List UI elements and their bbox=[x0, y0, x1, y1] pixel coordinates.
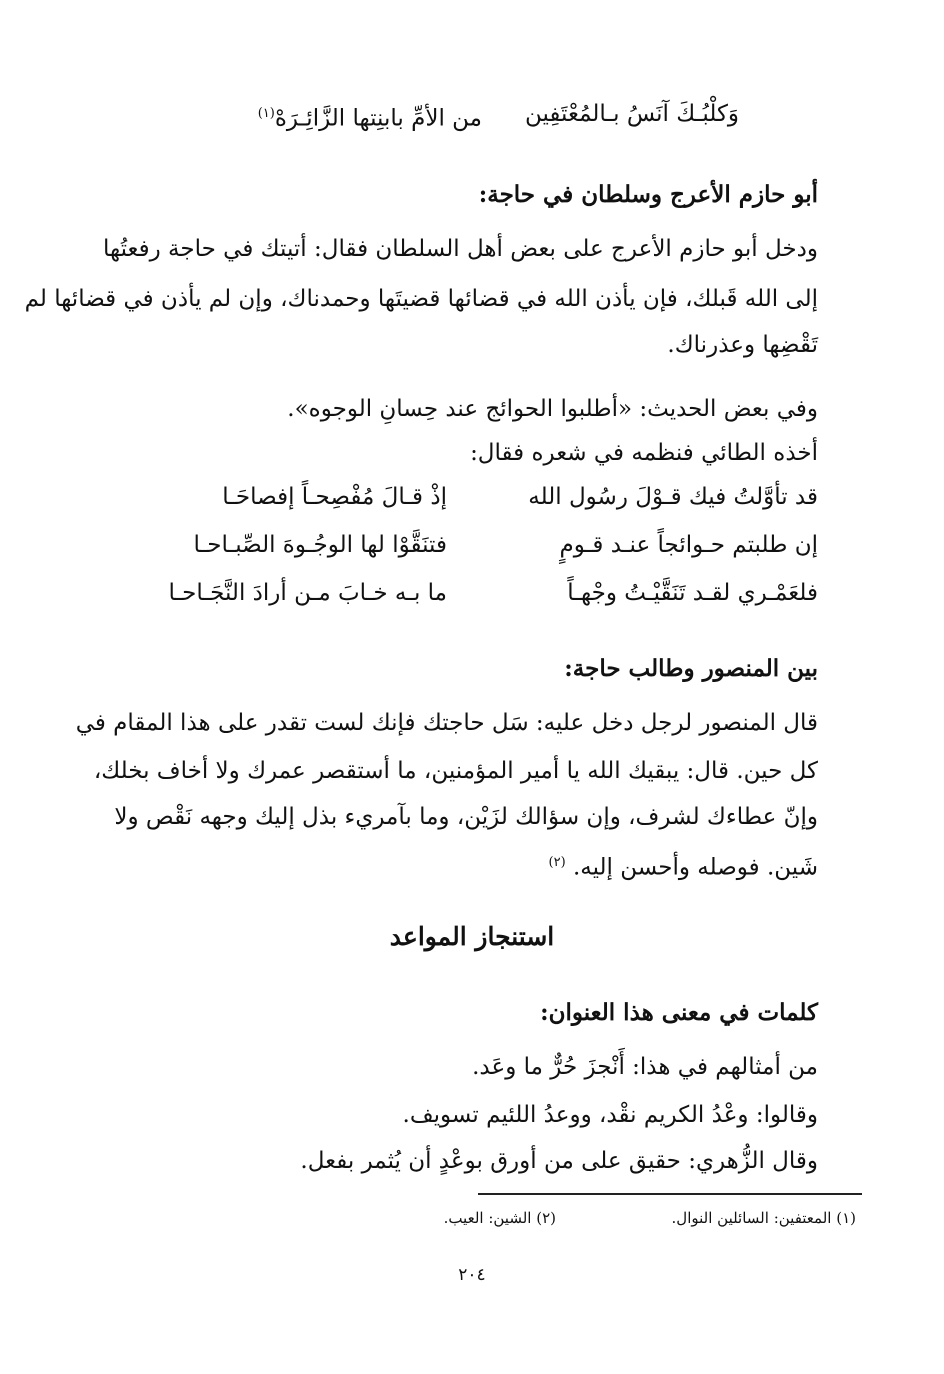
footnote-1: (١) المعتفين: السائلين النوال. bbox=[671, 1209, 856, 1227]
paragraph-line: وقالوا: وعْدُ الكريم نقْد، ووعدُ اللئيم تسويف. bbox=[402, 1102, 818, 1128]
poem-verse-2-right: إن طلبتم حـوائجاً عنـد قـومٍ bbox=[559, 532, 818, 558]
footnote-ref-1: (١) bbox=[257, 106, 275, 121]
paragraph-line: كل حين. قال: يبقيك الله يا أمير المؤمنين، ما أستقصر عمرك ولا أخاف بخلك، bbox=[93, 758, 818, 784]
chapter-title: استنجاز المواعد bbox=[389, 922, 555, 951]
footnote-2: (٢) الشين: العيب. bbox=[443, 1209, 556, 1227]
section-heading-abu-hazim: أبو حازم الأعرج وسلطان في حاجة: bbox=[478, 181, 818, 208]
poem-intro-line: أخذه الطائي فنظمه في شعره فقال: bbox=[470, 440, 818, 466]
poem-verse-3-left: ما بـه خـابَ مـن أرادَ النَّجَـاحـا bbox=[168, 580, 447, 606]
paragraph-line: وإنّ عطاءك لشرف، وإن سؤالك لزَيْن، وما بآمريء بذل إليك وجهه نَقْص ولا bbox=[114, 804, 818, 830]
paragraph-line: وقال الزُّهري: حقيق على من أورق بوعْدٍ أن يُثمر بفعل. bbox=[300, 1148, 818, 1174]
paragraph-line: من أمثالهم في هذا: أَنْجزَ حُرٌّ ما وعَد. bbox=[472, 1054, 818, 1080]
top-verse-left-half bbox=[258, 97, 482, 136]
paragraph-line: ودخل أبو حازم الأعرج على بعض أهل السلطان فقال: أتيتك في حاجة رفعتُها bbox=[103, 236, 818, 262]
page-number: ٢٠٤ bbox=[458, 1265, 486, 1285]
paragraph-line-text: شَين. فوصله وأحسن إليه. bbox=[572, 854, 818, 881]
top-verse-left-text: من الأمِّ بابنِتها الزَّائِـرَهْ bbox=[274, 105, 482, 132]
paragraph-line-last bbox=[549, 846, 819, 885]
section-heading-mansur: بين المنصور وطالب حاجة: bbox=[564, 655, 818, 682]
paragraph-line: تَقْضِها وعذرناك. bbox=[667, 332, 818, 358]
poem-verse-1-left: إذْ قـالَ مُفْصِحـاً إفصاحَـا bbox=[222, 484, 447, 510]
section-heading-words: كلمات في معنى هذا العنوان: bbox=[540, 999, 818, 1026]
hadith-line: وفي بعض الحديث: «أطلبوا الحوائج عند حِسانِ الوجوه». bbox=[287, 396, 818, 422]
footnote-ref-2: (٢) bbox=[548, 855, 566, 870]
footnote-divider bbox=[478, 1193, 862, 1195]
paragraph-line: قال المنصور لرجل دخل عليه: سَل حاجتك فإنك لست تقدر على هذا المقام في bbox=[75, 710, 818, 736]
top-verse-right-half bbox=[525, 97, 739, 131]
poem-verse-1-right: قد تأوَّلتُ فيك قـوْلَ رسُول الله bbox=[528, 484, 818, 510]
top-verse-right-text: وَكلْبُـكَ آنَسُ بـالمُعْتَفِين bbox=[524, 101, 739, 127]
poem-verse-2-left: فتنَقَّوْا لها الوجُـوهَ الصِّبـاحـا bbox=[193, 532, 447, 558]
poem-verse-3-right: فلعَمْـري لقـد تَنَقَّيْـتُ وجْهـاً bbox=[567, 580, 818, 606]
paragraph-line: إلى الله قَبلك، فإن يأذن الله في قضائها قضيتَها وحمدناك، وإن لم يأذن في قضائها لم bbox=[24, 286, 818, 312]
